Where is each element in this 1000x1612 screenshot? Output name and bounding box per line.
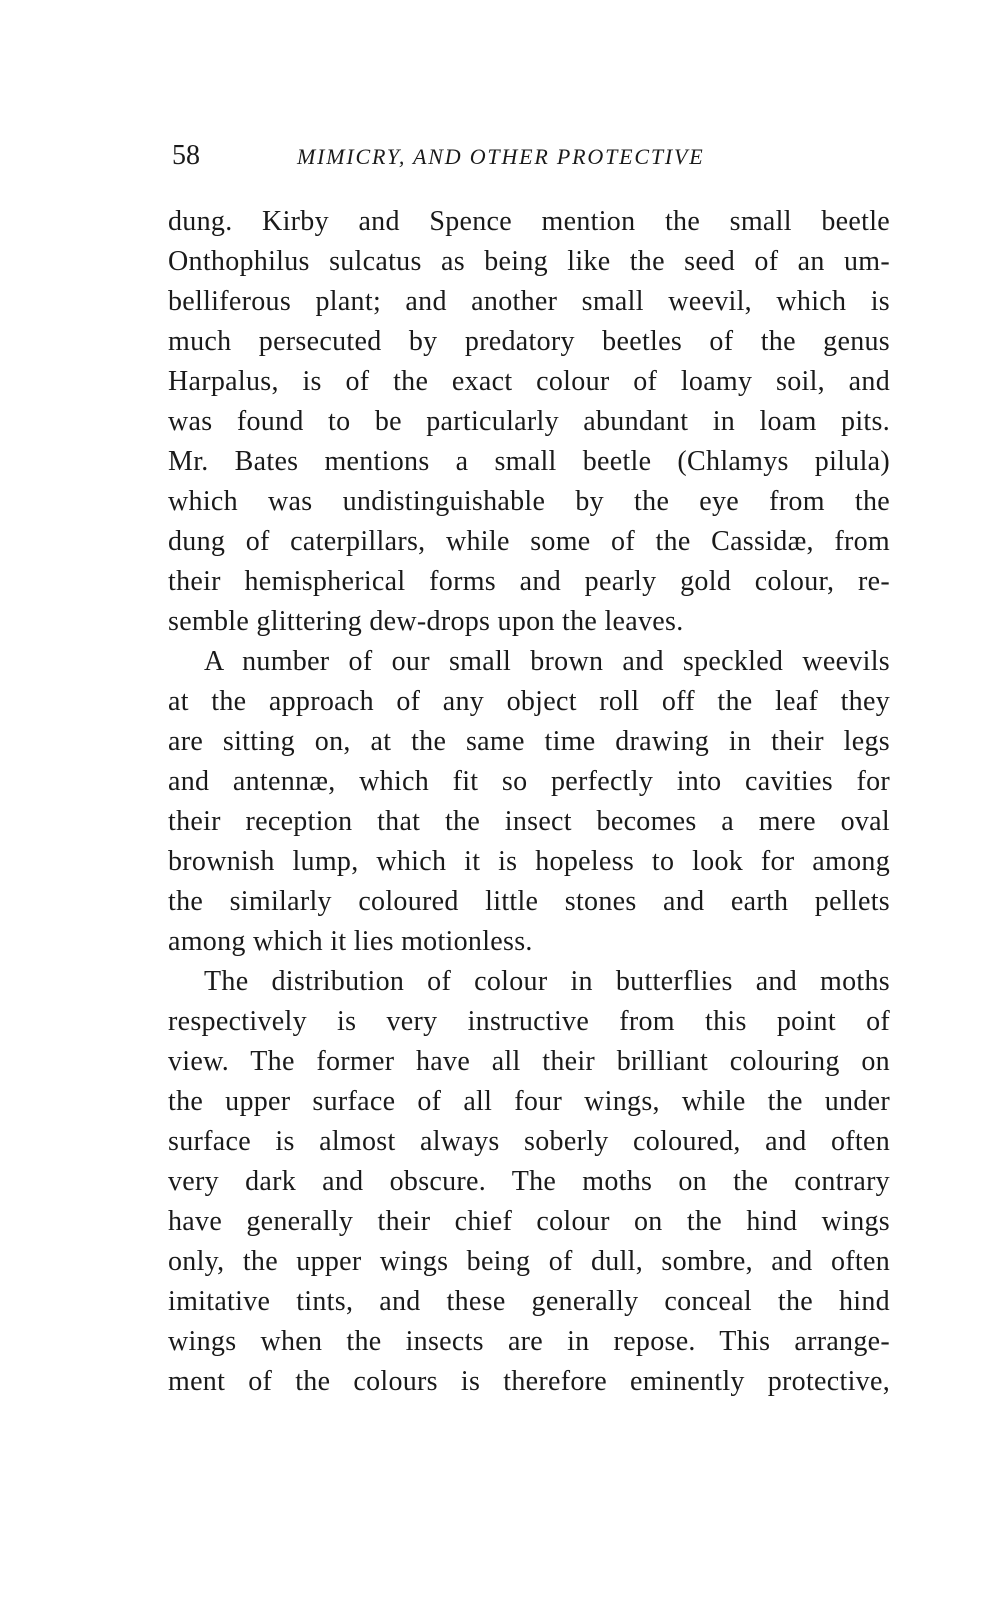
text-line: among which it lies motionless. — [168, 926, 533, 957]
text-line: semble glittering dew-drops upon the leaves. — [168, 606, 684, 637]
text-line: their reception that the insect becomes a mere oval — [168, 806, 890, 837]
text-line: much persecuted by predatory beetles of the genus — [168, 326, 890, 357]
text-line: surface is almost always soberly coloured, and often — [168, 1126, 890, 1157]
text-line: Onthophilus sulcatus as being like the seed of an um- — [168, 246, 890, 277]
text-line: which was undistinguishable by the eye from the — [168, 486, 890, 517]
page-number: 58 — [172, 140, 200, 171]
text-line: The distribution of colour in butterflies and moths — [204, 966, 890, 997]
text-line: the similarly coloured little stones and earth pellets — [168, 886, 890, 917]
text-line: view. The former have all their brilliant colouring on — [168, 1046, 890, 1077]
text-line: Harpalus, is of the exact colour of loamy soil, and — [168, 366, 890, 397]
text-line: ment of the colours is therefore eminently protective, — [168, 1366, 890, 1397]
text-line: respectively is very instructive from this point of — [168, 1006, 890, 1037]
page-header — [172, 138, 892, 178]
text-line: only, the upper wings being of dull, sombre, and often — [168, 1246, 890, 1277]
text-line: was found to be particularly abundant in loam pits. — [168, 406, 890, 437]
running-head: MIMICRY, AND OTHER PROTECTIVE — [297, 144, 705, 169]
text-line: dung of caterpillars, while some of the Cassidæ, from — [168, 526, 890, 557]
text-line: are sitting on, at the same time drawing in their legs — [168, 726, 890, 757]
text-line: brownish lump, which it is hopeless to look for among — [168, 846, 890, 877]
text-line: their hemispherical forms and pearly gold colour, re- — [168, 566, 890, 597]
body-text — [168, 202, 890, 1402]
text-line: at the approach of any object roll off the leaf they — [168, 686, 890, 717]
text-line: and antennæ, which fit so perfectly into cavities for — [168, 766, 890, 797]
text-line: imitative tints, and these generally conceal the hind — [168, 1286, 890, 1317]
text-line: have generally their chief colour on the hind wings — [168, 1206, 890, 1237]
text-line: the upper surface of all four wings, while the under — [168, 1086, 890, 1117]
text-line: Mr. Bates mentions a small beetle (Chlamys pilula) — [168, 446, 890, 477]
text-line: dung. Kirby and Spence mention the small beetle — [168, 206, 890, 237]
text-line: wings when the insects are in repose. This arrange- — [168, 1326, 890, 1357]
text-line: belliferous plant; and another small weevil, which is — [168, 286, 890, 317]
text-line: very dark and obscure. The moths on the contrary — [168, 1166, 890, 1197]
text-line: A number of our small brown and speckled weevils — [204, 646, 890, 677]
